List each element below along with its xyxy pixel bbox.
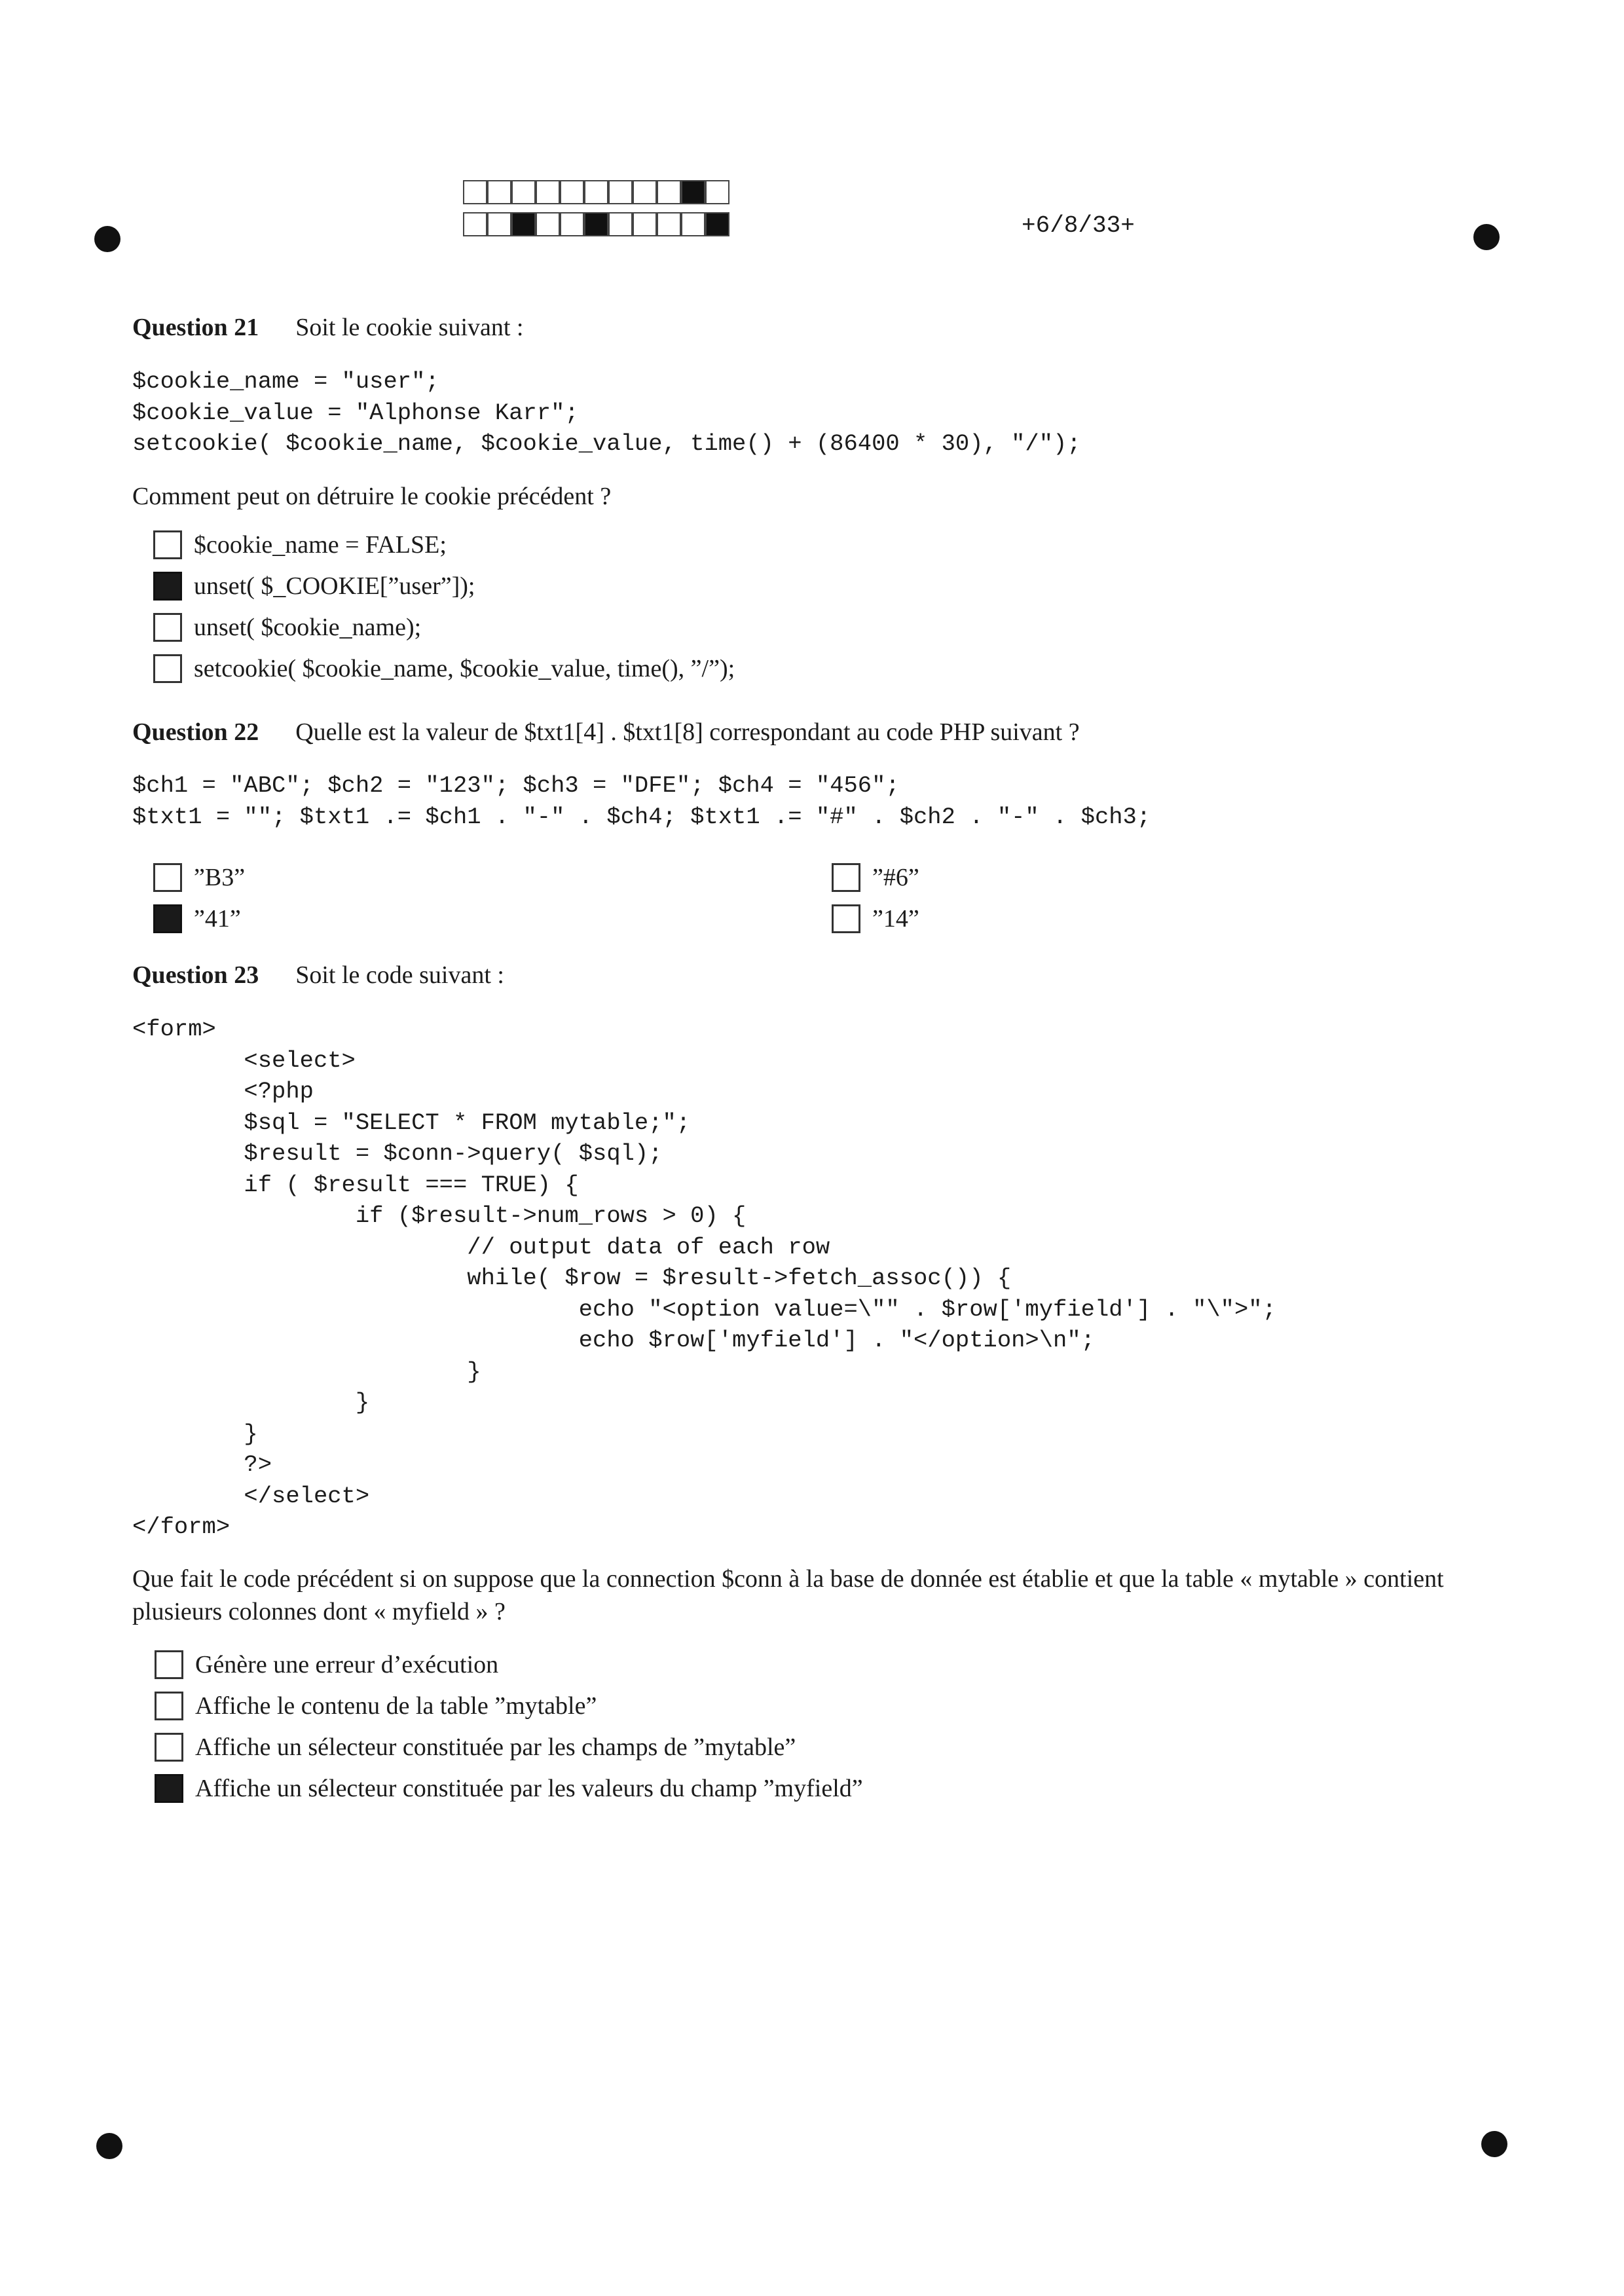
code-grid-cell xyxy=(560,212,584,236)
question-22-header xyxy=(132,718,1080,747)
answer-checkbox[interactable] xyxy=(153,904,182,933)
answer-option[interactable] xyxy=(153,654,735,683)
code-grid-top xyxy=(463,180,729,204)
question-label: Question 22 xyxy=(132,718,259,746)
answer-label: unset( $cookie_name); xyxy=(194,614,422,641)
answer-checkbox[interactable] xyxy=(832,904,860,933)
code-grid-cell xyxy=(584,180,608,204)
answer-label: Affiche un sélecteur constituée par les champs de ”mytable” xyxy=(195,1733,796,1761)
corner-mark-top-right xyxy=(1473,224,1500,250)
code-grid-cell xyxy=(633,180,657,204)
code-grid-cell xyxy=(511,180,536,204)
answer-checkbox[interactable] xyxy=(832,863,860,892)
corner-mark-bottom-right xyxy=(1481,2131,1507,2157)
answer-label: unset( $_COOKIE[”user”]); xyxy=(194,572,475,600)
answer-checkbox[interactable] xyxy=(153,613,182,642)
answer-label: ”41” xyxy=(194,905,241,933)
corner-mark-top-left xyxy=(94,226,120,252)
answer-label: ”B3” xyxy=(194,864,246,891)
answer-option[interactable] xyxy=(155,1774,863,1803)
answer-option[interactable] xyxy=(155,1733,796,1762)
code-block: $ch1 = "ABC"; $ch2 = "123"; $ch3 = "DFE"; $ch4 = "456"; $txt1 = ""; $txt1 .= $ch1 . "-" . $ch4; $txt1 .= "#" . $ch2 . "-" . $ch3; xyxy=(132,772,1151,830)
answer-checkbox[interactable] xyxy=(155,1774,183,1803)
question-intro: Soit le code suivant : xyxy=(295,961,504,989)
answer-option[interactable] xyxy=(153,530,447,559)
code-block: $cookie_name = "user"; $cookie_value = "Alphonse Karr"; setcookie( $cookie_name, $cookie_value, time() + (86400 * 30), "/"); xyxy=(132,368,1081,457)
code-grid-cell xyxy=(681,180,705,204)
answer-checkbox[interactable] xyxy=(153,572,182,601)
answer-label: Affiche le contenu de la table ”mytable” xyxy=(195,1692,597,1720)
code-grid-cell xyxy=(463,180,487,204)
question-label: Question 21 xyxy=(132,314,259,341)
answer-option[interactable] xyxy=(155,1650,498,1679)
code-grid-bottom xyxy=(463,212,729,236)
answer-option[interactable] xyxy=(153,613,421,642)
answer-option[interactable] xyxy=(153,904,241,933)
answer-checkbox[interactable] xyxy=(155,1692,183,1720)
code-grid-cell xyxy=(705,212,729,236)
answer-label: ”14” xyxy=(872,905,919,933)
corner-mark-bottom-left xyxy=(96,2133,122,2159)
code-grid-cell xyxy=(608,212,633,236)
answer-option[interactable] xyxy=(155,1692,597,1720)
question-intro: Soit le cookie suivant : xyxy=(295,314,524,341)
code-grid-cell xyxy=(560,180,584,204)
code-grid-cell xyxy=(511,212,536,236)
code-block: <form> <select> <?php $sql = "SELECT * FROM mytable;"; $result = $conn->query( $sql); if ( $result === TRUE) { if ($result->num_rows > 0) { // output data of each row while( $row = $result->fetch_assoc()) { echo "<option value=\"" . $row['myfield'] . "\">"; echo $row['myfield'] . "</option>\n"; } } } ?> </select> </form> xyxy=(132,1016,1276,1540)
answer-checkbox[interactable] xyxy=(153,530,182,559)
question-intro: Quelle est la valeur de $txt1[4] . $txt1[8] correspondant au code PHP suivant ? xyxy=(295,718,1080,746)
question-label: Question 23 xyxy=(132,961,259,989)
question-23-header xyxy=(132,961,504,990)
code-grid-cell xyxy=(657,212,681,236)
answer-checkbox[interactable] xyxy=(153,863,182,892)
answer-label: Affiche un sélecteur constituée par les valeurs du champ ”myfield” xyxy=(195,1775,863,1802)
code-grid-cell xyxy=(681,212,705,236)
code-grid-cell xyxy=(633,212,657,236)
answer-option[interactable] xyxy=(153,572,475,601)
code-grid-cell xyxy=(487,212,511,236)
code-grid-cell xyxy=(657,180,681,204)
answer-checkbox[interactable] xyxy=(155,1733,183,1762)
code-grid-cell xyxy=(608,180,633,204)
question-prompt: Comment peut on détruire le cookie précédent ? xyxy=(132,483,612,510)
code-grid-cell xyxy=(705,180,729,204)
answer-option[interactable] xyxy=(832,863,919,892)
question-21-header xyxy=(132,313,524,342)
answer-option[interactable] xyxy=(153,863,245,892)
code-grid-cell xyxy=(536,212,560,236)
answer-option[interactable] xyxy=(832,904,919,933)
answer-label: ”#6” xyxy=(872,864,919,891)
answer-label: $cookie_name = FALSE; xyxy=(194,531,447,559)
answer-label: Génère une erreur d’exécution xyxy=(195,1651,499,1678)
answer-label: setcookie( $cookie_name, $cookie_value, time(), ”/”); xyxy=(194,655,735,682)
code-grid-cell xyxy=(584,212,608,236)
question-prompt: Que fait le code précédent si on suppose que la connection $conn à la base de donnée est établie et que la table « mytable » contient plusieurs colonnes dont « myfield » ? xyxy=(132,1565,1444,1625)
page-id: +6/8/33+ xyxy=(1022,212,1135,239)
code-grid-cell xyxy=(536,180,560,204)
answer-checkbox[interactable] xyxy=(153,654,182,683)
code-grid-cell xyxy=(487,180,511,204)
answer-checkbox[interactable] xyxy=(155,1650,183,1679)
code-grid-cell xyxy=(463,212,487,236)
